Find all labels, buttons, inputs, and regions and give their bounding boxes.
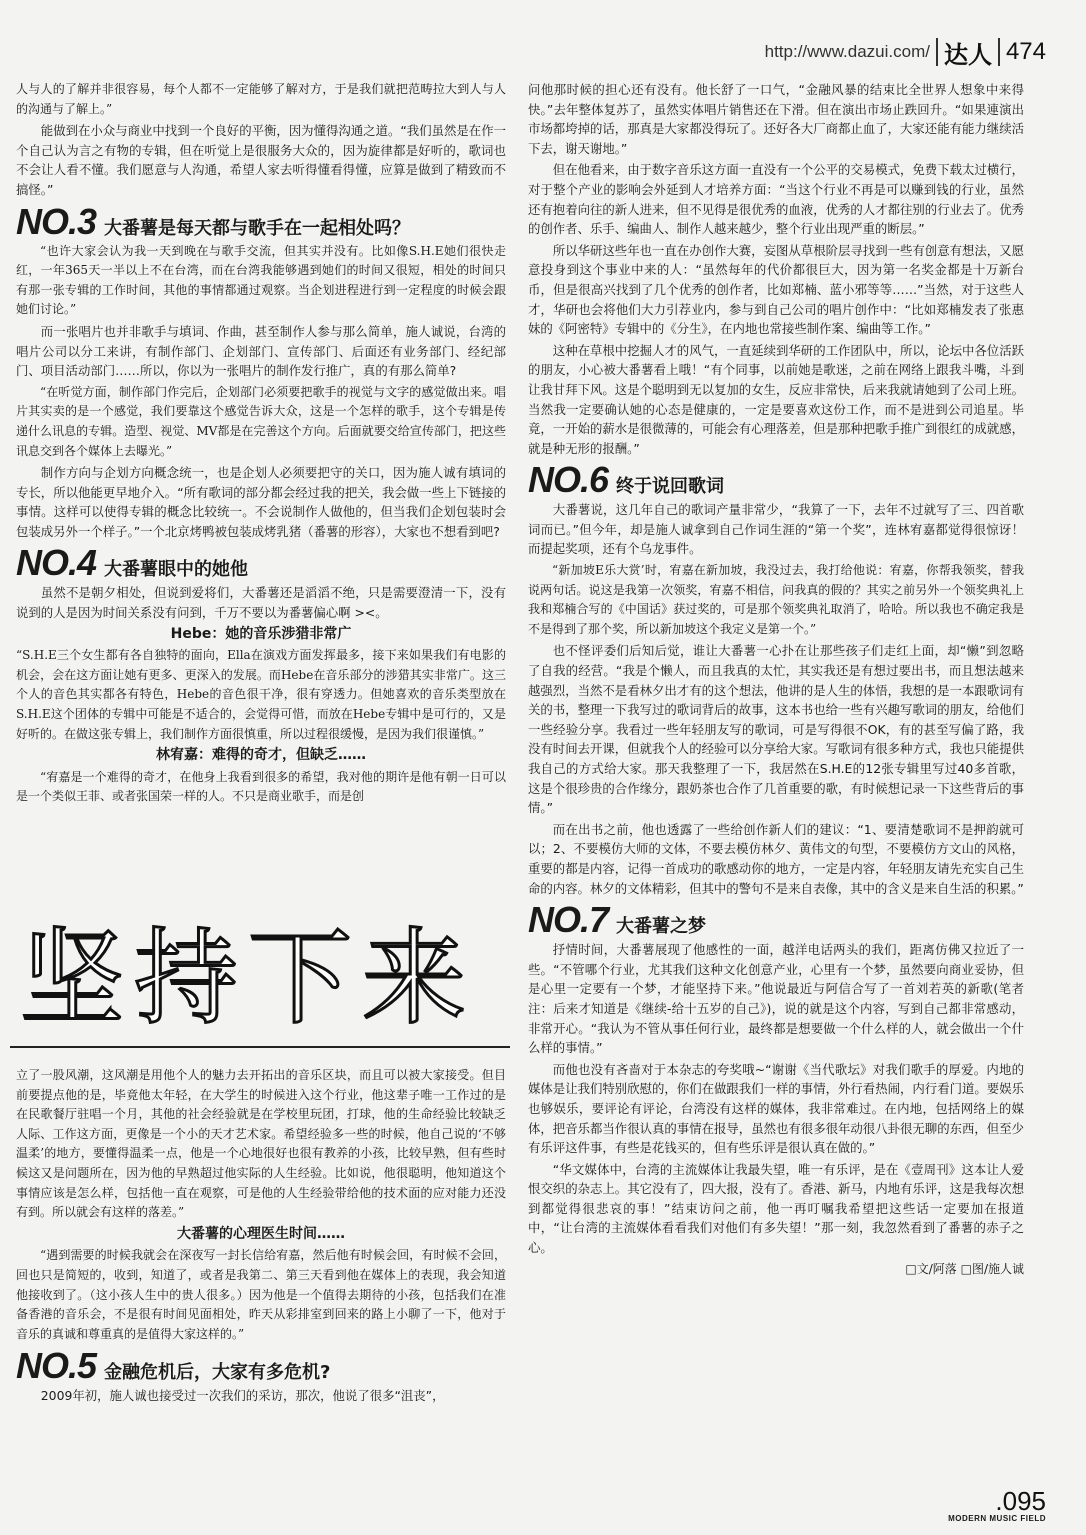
quote-run: “华文媒体中，台湾的主流媒体让我最失望，唯一有乐评，是在《壹周刊》这本让人爱恨交织的杂志上。其它没有了，四大报，没有了。香港、新马，内地有乐评，这是我每次想到都觉得很悲哀的事！” [528, 1161, 1024, 1216]
right-column [528, 80, 1024, 1279]
paragraph: 也不怪评委们后知后觉，谁让大番薯一心扑在让那些孩子们走红上面，却“懒”到忽略了自我的经营。“我是个懒人，而且我真的太忙，其实我还是有想过要出书，而且想法越来越强烈，当然不是看林夕出才有的这个想法，他讲的是人生的体悟，我想的是一本跟歌词有关的书，整理一下我写过的歌词背后的故事，这本书也给一些有兴趣写歌词的朋友，给他们一些经验分享。我看过一些年轻朋友写的歌词，可是写得很不OK，有的甚至写偏了路，我没有时间去开课，但就我个人的经验可以分享给大家。写歌词有很多种方式，我也只能提供我自己的方式给大家。那天我整理了一下，我居然在S.H.E的12张专辑里写过40多首歌，这是个很珍贵的合作缘分，跟奶茶也合作了几首重要的歌，有时候想记录一下这些背后的事情。” [528, 643, 1024, 816]
quote-run: “所有歌词的部分都会经过我的把关，我会做一些上下链接的事情。这样可以使得专辑的概念比较统一。不会说制作人做他的，但当我们企划包装时会包装成另外一个样子。” [16, 484, 507, 539]
text-run: 结束访问之前，他一再叮嘱我希望把这些话一定要加在报道中，“让台湾的主流媒体看看我们对他们有多失望！”那一刻，我忽然看到了番薯的赤子之心。 [528, 1200, 1025, 1256]
section-heading-no3 [16, 200, 506, 242]
paragraph: 2009年初，施人诚也接受过一次我们的采访，那次，他说了很多“沮丧”， [40, 1388, 445, 1404]
quote-run: “谢谢《当代歌坛》对我们歌手的厚爱。内地的媒体是让我们特别欣慰的，你们在做跟我们一样的事情，外行看热闹，内行看门道。要娱乐也够娱乐，要评论有评论，台湾没有这样的媒体，我非常难过。在内地，包括网络上的媒体，把音乐都当作很认真的事情在报导，虽然也有很多很年动很八卦很无聊的东西，但至少有乐评这件事，有些是花钱买的，但有些乐评是很认真在做的。” [528, 1061, 1024, 1156]
subheading-psych: 大番薯的心理医生时间…… [177, 1225, 345, 1242]
paragraph: 立了一股风潮，这风潮是用他个人的魅力去开拓出的音乐区块，而且可以被大家接受。但目前要提点他的是，毕竟他太年轻，在大学生的时候进入这个行业，他这辈子唯一工作过的是在民歌餐厅驻唱一个月，其他的社会经验就是在学校里玩团，打球，他的生命经验比较缺乏人际、工作这方面，更像是一个小的天才艺术家。希望经验多一些的时候，他自己说的‘不够温柔’的地方，要懂得温柔一点，他是一个心地很好也很有教养的小孩，比较早熟，但有些时候这又是问题所在，因为他的早熟超过他实际的人生经验。比如说，他很聪明，他知道这个事情应该是怎么样，包括他一直在观察，可是他的人生经验带给他的技术面的应对能力还没有到。所以就会有这样的落差。” [16, 1068, 506, 1220]
text-run: 而在出书之前，他也透露了一些给创作新人们的建议： [552, 821, 858, 837]
subheading-lin: 林宥嘉：难得的奇才，但缺乏…… [156, 747, 366, 764]
paragraph [16, 463, 506, 541]
section-title: 大番薯眼中的她他 [104, 559, 249, 581]
paragraph [528, 940, 1024, 1058]
section-number: NO.7 [528, 899, 609, 941]
left-column-top [16, 80, 506, 809]
paragraph: 但在他看来，由于数字音乐这方面一直没有一个公平的交易模式，免费下载太过横行，对于整个产业的影响会外延到人才培养方面：“当这个行业不再是可以赚到钱的行业，虽然还有抱着向往的新人进来，但不见得是很优秀的血液，优秀的人才都往别的行业去了。优秀的创作者、乐手、编曲人、制作人越来越少，整个行业出现严重的断层。” [528, 162, 1024, 237]
page-header [765, 32, 1046, 72]
text-run: 而他也没有吝啬对于本杂志的夸奖哦~ [552, 1061, 766, 1077]
paragraph: 问他那时候的担心还有没有。他长舒了一口气，“金融风暴的结束比全世界人想象中来得快。”去年整体复苏了，虽然实体唱片销售还在下滑。但在演出市场止跌回升。“如果連演出市场都垮掉的话，那真是大家都没得玩了。还好各大厂商都止血了，大家还能有能力继续活下去，谢天谢地。” [528, 82, 1024, 156]
section-heading-no6 [528, 459, 1024, 501]
section-title: 终于说回歌词 [616, 476, 725, 498]
section-number: NO.4 [16, 542, 97, 584]
paragraph [528, 1160, 1024, 1258]
paragraph [528, 1060, 1024, 1158]
subheading-hebe: Hebe：她的音乐涉猎非常广 [170, 625, 352, 642]
paragraph: 人与人的了解并非很容易，每个人都不一定能够了解对方，于是我们就把范畴拉大到人与人的沟通与了解上。” [16, 82, 506, 116]
headline: 坚持下来 [20, 917, 477, 1039]
section-heading-no5 [16, 1345, 506, 1387]
section-title: 大番薯之梦 [616, 916, 707, 938]
section-number: NO.3 [16, 200, 97, 242]
byline: □文/阿落 □图/施人诚 [905, 1261, 1024, 1276]
paragraph: “也许大家会认为我一天到晚在与歌手交流，但其实并没有。比如像S.H.E她们很快走红，一年365天一半以上不在台湾，而在台湾我能够遇到她们的时间又很短，相处的时间只有那一张专辑的工作时间，其他的事情都通过观察。当企划进程进行到一定程度的时候会跟她们讨论。” [16, 243, 506, 317]
paragraph: 虽然不是朝夕相处，但说到爱将们，大番薯还是滔滔不绝，只是需要澄清一下，没有说到的人是因为时间关系没有问到，千万不要以为番薯偏心啊 ><。 [16, 585, 506, 621]
page-footer [948, 1488, 1046, 1523]
left-column-bottom [16, 1066, 506, 1408]
paragraph: “遇到需要的时候我就会在深夜写一封长信给宥嘉，然后他有时候会回，有时候不会回，回也只是简短的，收到，知道了，或者是我第二、第三天看到他在媒体上的表现，我会知道他接收到了。（这小孩人生中的贵人很多。）因为他是一个值得去期待的小孩，包括我们在准备香港的音乐会，不是很有时间见面相处，昨天从彩排室到回来的路上小聊了一下，他对于音乐的真诚和尊重真的是值得大家这样的。” [16, 1248, 506, 1341]
quote-run: “不管哪个行业，尤其我们这种文化创意产业，心里有一个梦，虽然要向商业妥协，但是心里一定要有一个梦，才能坚持下来。” [528, 961, 1024, 997]
paragraph: “新加坡E乐大赏’时，宥嘉在新加坡，我没过去，我打给他说：宥嘉，你帮我领奖，替我说两句话。说这是我第一次领奖，宥嘉不相信，问我真的假的？其实之前另外一个领奖典礼上我和郑楠合写的《中国话》获过奖的，可是那个领奖典礼取消了，哈哈。所以我也不确定我是不是得到了那个奖，所以新加坡这个我定义是第一个。” [528, 563, 1024, 636]
text-run: 制作方向与企划方向概念统一，也是企划人必须要把守的关口，因为施人诚有填词的专长，所以他能更早地介入。 [16, 465, 506, 500]
divider [10, 1046, 510, 1048]
section-heading-no7 [528, 899, 1024, 941]
section-number: NO.6 [528, 459, 609, 501]
magazine-name: MODERN MUSIC FIELD [948, 1514, 1046, 1523]
paragraph: 大番薯说，这几年自己的歌词产量非常少，“我算了一下，去年不过就写了三、四首歌词而已。”但今年，却是施人诚拿到自己作词生涯的“第一个奖”，连林宥嘉都觉得很惊讶！而提起奖项，还有个乌龙事件。 [528, 502, 1024, 557]
section-heading-no4 [16, 542, 506, 584]
header-divider [936, 38, 938, 66]
paragraph: 这种在草根中挖掘人才的风气，一直延续到华研的工作团队中，所以，论坛中各位活跃的朋友，小心被大番薯看上哦！“有个同事，以前她是歌迷，之前在网络上跟我斗嘴，斗到让我甘拜下风。这是个聪明到无以复加的女生，反应非常快，后来我就请她到了公司上班。当然我一定要确认她的心态是健康的，一定是要喜欢这份工作，而不是进到公司追星。毕竟，一开始的薪水是很微薄的，可能会有心理落差，但是那种把歌手推广到很红的成就感，就是种无形的报酬。” [528, 342, 1024, 456]
paragraph: “在听觉方面，制作部门作完后，企划部门必须要把歌手的视觉与文字的感觉做出来。唱片其实卖的是一个感觉，我们要靠这个感觉告诉大众，这是一个怎样的歌手，这个专辑是传递什么讯息的专辑。造型、视觉、MV都是在完善这个方向。后面就要交给宣传部门，把这些讯息交到各个媒体上去曝光。” [16, 384, 506, 458]
page-number: .095 [995, 1486, 1046, 1516]
paragraph: 能做到在小众与商业中找到一个良好的平衡，因为懂得沟通之道。“我们虽然是在作一个自己认为言之有物的专辑，但在听觉上是很服务大众的，因为旋律都是好听的，歌词也不会让人看不懂。我们愿意与人沟通，希望人家去听得懂看得懂，应算是做到了精致而不搞怪。” [16, 123, 506, 197]
header-divider [998, 38, 1000, 66]
section-number: NO.5 [16, 1345, 97, 1387]
paragraph: 所以华研这些年也一直在办创作大赛，妄图从草根阶层寻找到一些有创意有想法，又愿意投身到这个事业中来的人：“虽然每年的代价都很巨大，因为第一名奖金都是十万新台币，但是很高兴找到了几个优秀的创作者，比如郑楠、蓝小邪等等……”当然，对于这些人才，华研也会将他们大力引荐业内，参与到自己公司的唱片创作中：“比如郑楠发表了张惠妹的《阿密特》专辑中的《分生》，在内地也常接些制作案、编曲等工作。” [528, 242, 1024, 337]
text-run: 一个北京烤鸭被包装成烤乳猪（番薯的形容），大家也不想看到吧? [140, 523, 500, 539]
section-title: 大番薯是每天都与歌手在一起相处吗？ [104, 217, 411, 239]
text-run: 他说最近与阿信合写了一首刘若英的新歌(笔者注：后来才知道是《继续-给十五岁的自己》)，说的就是这个内容，写到自己都非常感动，非常开心。“我认为不管从事任何行业，最终都是想要做一个什么样的人，就会做出一个什么样的事情。” [528, 981, 1024, 1056]
quote-run: “1、要清楚歌词不是押韵就可以；2、不要模仿大师的文体，不要去模仿林夕、黄伟文的句型，不要模仿方文山的风格，重要的都是内容，记得一首成功的歌感动你的地方，一定是内容，年轻朋友请先充实自己生命的内容。林夕的文体精彩，但其中的警句不是来自表像，其中的含义是来自生活的积累。” [528, 821, 1024, 896]
header-column-title: 达人 [943, 40, 992, 69]
text-run: 抒情时间，大番薯展现了他感性的一面，越洋电话两头的我们，距离仿佛又拉近了一些。 [528, 942, 1024, 977]
header-url[interactable]: http://www.dazui.com/ [764, 42, 930, 61]
paragraph [528, 820, 1024, 898]
paragraph: “S.H.E三个女生都有各自独特的面向，Ella在演戏方面发挥最多，接下来如果我们有电影的机会，会在这方面让她有更多、更深入的发展。而Hebe在音乐部分的涉猎其实非常广。这三个人的音色其实都各有特色，Hebe的音色很干净，很有穿透力。但她喜欢的音乐类型放在S.H.E这个团体的专辑中可能是不适合的，会觉得可惜，而放在Hebe专辑中是可行的，又是好听的。在做这张专辑上，我们制作方面很慎重，所以过程很缓慢，是因为我们很谨慎。” [16, 648, 506, 741]
section-title: 金融危机后，大家有多危机? [104, 1362, 331, 1384]
header-column-number: 474 [1005, 38, 1046, 65]
paragraph: 而一张唱片也并非歌手与填词、作曲，甚至制作人参与那么简单，施人诚说，台湾的唱片公司以分工来讲，有制作部门、企划部门、宣传部门、后面还有业务部门、经纪部门、项目活动部门……所以，你以为一张唱片的制作发行推广，真的有那么简单? [16, 323, 506, 379]
paragraph: “宥嘉是一个难得的奇才，在他身上我看到很多的希望，我对他的期许是他有朝一日可以是一个类似王菲、或者张国荣一样的人。不只是商业歌手，而是创 [16, 769, 506, 804]
